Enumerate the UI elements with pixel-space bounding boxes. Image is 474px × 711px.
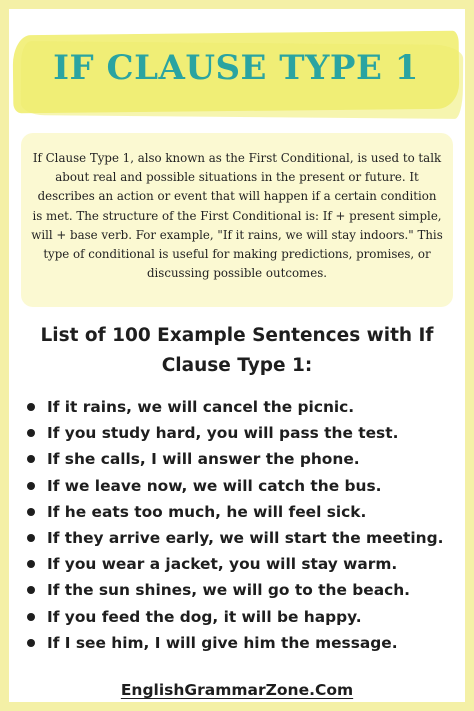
example-list <box>25 395 443 657</box>
example-sentence: If we leave now, we will catch the bus. <box>47 476 382 495</box>
bullet-icon <box>27 534 35 542</box>
list-item <box>25 447 443 473</box>
intro-paragraph: If Clause Type 1, also known as the First Conditional, is used to talk about real and possible situations in the present or future. It describes an action or event that will happen if a certain condition is met. The structure of the First Conditional is: If + present simple, will + base verb. For example, "If it rains, we will stay indoors." This type of conditional is useful for making predictions, promises, or discussing possible outcomes. <box>21 133 453 307</box>
bullet-icon <box>27 613 35 621</box>
example-sentence: If they arrive early, we will start the meeting. <box>47 528 444 547</box>
example-sentence: If he eats too much, he will feel sick. <box>47 502 367 521</box>
example-sentence: If I see him, I will give him the message. <box>47 633 398 652</box>
list-item <box>25 578 443 604</box>
list-item <box>25 605 443 631</box>
list-item <box>25 631 443 657</box>
title-highlight <box>13 33 459 111</box>
bullet-icon <box>27 639 35 647</box>
example-sentence: If you wear a jacket, you will stay warm. <box>47 555 398 574</box>
example-sentence: If the sun shines, we will go to the beach. <box>47 581 411 600</box>
list-heading-line-2: Clause Type 1: <box>161 355 313 376</box>
bullet-icon <box>27 403 35 411</box>
list-item <box>25 500 443 526</box>
list-heading-line-1: List of 100 Example Sentences with If <box>40 325 434 346</box>
example-sentence: If it rains, we will cancel the picnic. <box>47 398 355 416</box>
bullet-icon <box>27 586 35 594</box>
bullet-icon <box>27 455 35 463</box>
list-item <box>25 421 443 447</box>
bullet-icon <box>27 429 35 437</box>
example-sentence: If you feed the dog, it will be happy. <box>47 607 362 626</box>
list-item <box>25 395 443 421</box>
list-item <box>25 526 443 552</box>
example-sentence: If she calls, I will answer the phone. <box>47 450 360 469</box>
page-title: IF CLAUSE TYPE 1 <box>53 48 419 88</box>
example-sentence: If you study hard, you will pass the test. <box>47 424 399 443</box>
site-link[interactable]: EnglishGrammarZone.Com <box>120 681 354 699</box>
bullet-icon <box>27 560 35 568</box>
bullet-icon <box>27 482 35 490</box>
bullet-icon <box>27 508 35 516</box>
list-heading <box>9 321 465 381</box>
list-item <box>25 552 443 578</box>
list-item <box>25 474 443 500</box>
